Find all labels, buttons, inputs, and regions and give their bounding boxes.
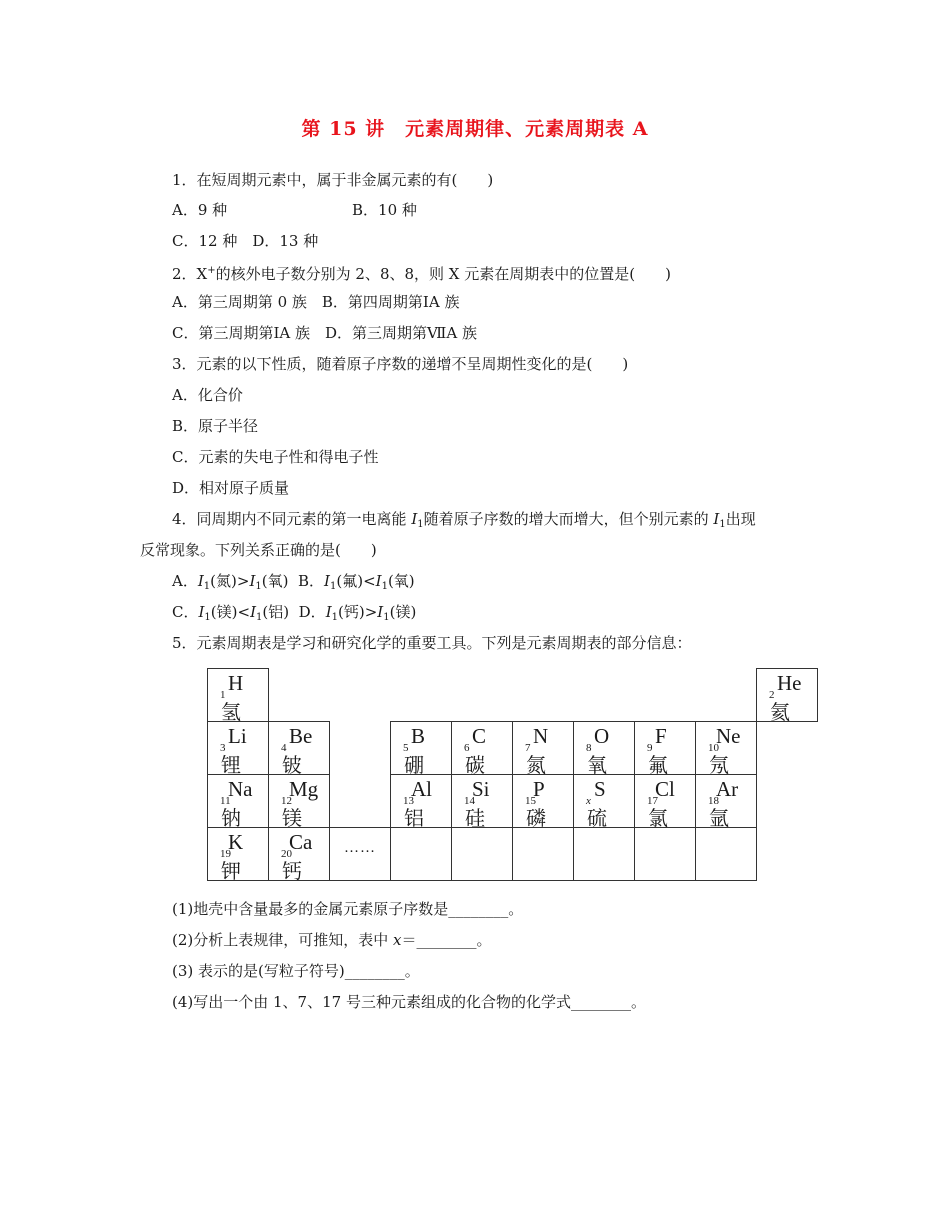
q4-options-cd: [172, 602, 416, 628]
ionization-symbol: I: [249, 572, 256, 590]
element-chinese-name: 硫: [587, 808, 607, 830]
q2-stem-post: 的核外电子数分别为 2、8、8，则 X 元素在周期表中的位置是( ): [215, 265, 671, 283]
ionization-symbol: I: [250, 603, 257, 621]
q2-stem-sup: +: [207, 265, 216, 276]
element-cell-f: [635, 722, 696, 775]
element-chinese-name: 氯: [648, 808, 668, 830]
ionization-symbol: I: [198, 603, 205, 621]
q4-stem-part: 4．同周期内不同元素的第一电离能: [172, 510, 412, 528]
atomic-number: 12: [281, 795, 292, 807]
atomic-number: 1: [220, 689, 226, 701]
q4-option-text: (氟)<: [336, 572, 376, 590]
ionization-symbol: I: [375, 572, 382, 590]
element-chinese-name: 氧: [587, 755, 607, 777]
element-chinese-name: 钙: [282, 861, 302, 883]
element-symbol: C: [472, 724, 487, 748]
element-cell-n: [513, 722, 574, 775]
element-chinese-name: 硼: [404, 755, 424, 777]
ionization-subscript: 1: [383, 612, 390, 623]
q5-part1: (1)地壳中含量最多的金属元素原子序数是________。: [172, 900, 524, 918]
atomic-number: 4: [281, 742, 287, 754]
ionization-symbol: I: [377, 603, 384, 621]
atomic-number: 8: [586, 742, 592, 754]
ionization-symbol: I: [325, 603, 332, 621]
element-cell-c: [452, 722, 513, 775]
element-symbol: S: [594, 777, 606, 801]
element-chinese-name: 氢: [221, 702, 241, 724]
ionization-subscript: 1: [331, 612, 338, 623]
element-chinese-name: 镁: [282, 808, 302, 830]
ionization-symbol: I: [324, 572, 330, 590]
atomic-number: x: [586, 795, 591, 807]
element-cell-k: [208, 828, 269, 881]
atomic-number: 20: [281, 848, 292, 860]
q3-option-d: D．相对原子质量: [172, 479, 290, 497]
q1-stem: 1．在短周期元素中，属于非金属元素的有( ): [172, 171, 494, 189]
element-chinese-name: 铝: [404, 808, 424, 830]
atomic-number: 18: [708, 795, 719, 807]
element-symbol: He: [777, 671, 802, 695]
q3-stem: 3．元素的以下性质，随着原子序数的递增不呈周期性变化的是( ): [172, 355, 629, 373]
atomic-number: 6: [464, 742, 470, 754]
q4-option-text: (钙)>: [338, 603, 378, 621]
element-chinese-name: 磷: [526, 808, 546, 830]
element-symbol: Cl: [655, 777, 675, 801]
ellipsis-text: ……: [344, 840, 376, 856]
element-symbol: O: [594, 724, 610, 748]
atomic-number: 5: [403, 742, 409, 754]
element-cell-li: [208, 722, 269, 775]
q4-option-text: (镁): [389, 603, 417, 621]
element-chinese-name: 氟: [648, 755, 668, 777]
q4-option-text: (铝): [262, 603, 290, 621]
element-symbol: K: [228, 830, 244, 854]
q1-option-cd: C．12 种 D．13 种: [172, 232, 319, 250]
element-symbol: Mg: [289, 777, 319, 801]
ionization-symbol: I: [197, 572, 204, 590]
element-symbol: P: [533, 777, 545, 801]
atomic-number: 3: [220, 742, 226, 754]
ionization-subscript: 1: [204, 612, 211, 623]
ionization-subscript: 1: [203, 581, 211, 592]
atomic-number: 19: [220, 848, 231, 860]
element-cell-na: [208, 775, 269, 828]
q4-stem-line1: [172, 509, 756, 535]
element-cell-b: [391, 722, 452, 775]
element-cell-ar: [696, 775, 757, 828]
element-cell-p: [513, 775, 574, 828]
element-cell-s: [574, 775, 635, 828]
q3-option-b: B．原子半径: [172, 417, 259, 435]
empty-cell: [635, 828, 696, 881]
periodic-table: [207, 668, 818, 881]
element-chinese-name: 碳: [465, 755, 485, 777]
element-chinese-name: 氩: [709, 808, 729, 830]
q5-part2: [172, 930, 492, 950]
empty-cell: [513, 828, 574, 881]
q4-option-text: (氧): [261, 572, 289, 590]
q3-option-c: C．元素的失电子性和得电子性: [172, 448, 379, 466]
element-symbol: Al: [411, 777, 432, 801]
ionization-subscript: 1: [256, 612, 263, 623]
atomic-number: 9: [647, 742, 653, 754]
element-cell-be: [269, 722, 330, 775]
element-cell-he: [757, 669, 818, 722]
element-cell-o: [574, 722, 635, 775]
atomic-number: 11: [220, 795, 231, 807]
q5-part3: (3) 表示的是(写粒子符号)________。: [172, 962, 420, 980]
element-symbol: Ca: [289, 830, 313, 854]
ellipsis-cell: [330, 828, 391, 881]
q4-option-text: (氮)>: [210, 572, 250, 590]
atomic-number: 10: [708, 742, 719, 754]
element-cell-cl: [635, 775, 696, 828]
element-cell-mg: [269, 775, 330, 828]
q4-option-text: (镁)<: [210, 603, 251, 621]
q4-option-a-label: A．: [172, 572, 198, 590]
element-cell-h: [208, 669, 269, 722]
page-title: 第 15 讲 元素周期律、元素周期表 A: [301, 118, 649, 140]
empty-cell: [696, 828, 757, 881]
q4-stem-part: 随着原子序数的增大而增大，但个别元素的: [423, 510, 714, 528]
empty-cell: [452, 828, 513, 881]
element-chinese-name: 氖: [709, 755, 729, 777]
empty-cell: [574, 828, 635, 881]
q5-part4: (4)写出一个由 1、7、17 号三种元素组成的化合物的化学式________。: [172, 993, 646, 1011]
q5-part2-variable: x: [393, 931, 402, 949]
q4-option-b-label: B．: [298, 572, 325, 590]
q4-option-text: (氧): [387, 572, 415, 590]
element-chinese-name: 钠: [221, 808, 241, 830]
atomic-number: 13: [403, 795, 414, 807]
element-symbol: N: [533, 724, 549, 748]
q5-part2-text: (2)分析上表规律，可推知，表中: [172, 931, 394, 949]
q4-stem-line2: 反常现象。下列关系正确的是( ): [140, 541, 377, 559]
element-symbol: Ne: [716, 724, 741, 748]
ionization-subscript: 1: [329, 581, 337, 592]
q2-stem: [172, 261, 671, 284]
element-chinese-name: 锂: [221, 755, 241, 777]
q4-stem-part: 出现: [725, 510, 756, 528]
element-chinese-name: 硅: [465, 808, 485, 830]
element-symbol: F: [655, 724, 667, 748]
atomic-number: 17: [647, 795, 658, 807]
element-cell-al: [391, 775, 452, 828]
element-cell-ne: [696, 722, 757, 775]
q2-option-ab: A．第三周期第 0 族 B．第四周期第ⅠA 族: [172, 293, 460, 311]
element-symbol: H: [228, 671, 244, 695]
q3-option-a: A．化合价: [172, 386, 243, 404]
ionization-subscript: 1: [255, 581, 262, 592]
ionization-subscript: 1: [381, 581, 388, 592]
element-cell-si: [452, 775, 513, 828]
q5-part2-text: ＝________。: [401, 931, 492, 949]
ionization-subscript: 1: [719, 519, 726, 530]
q1-option-a: A．9 种: [172, 201, 228, 219]
empty-cell: [391, 828, 452, 881]
ionization-symbol: I: [411, 510, 418, 528]
element-chinese-name: 氦: [770, 702, 790, 724]
element-chinese-name: 钾: [221, 861, 241, 883]
q2-stem-pre: 2．X: [172, 265, 208, 283]
element-cell-ca: [269, 828, 330, 881]
element-symbol: Li: [228, 724, 247, 748]
element-symbol: Ar: [716, 777, 739, 801]
ionization-symbol: I: [713, 510, 720, 528]
atomic-number: 15: [525, 795, 536, 807]
element-chinese-name: 氮: [526, 755, 546, 777]
q2-option-cd: C．第三周期第ⅠA 族 D．第三周期第ⅦA 族: [172, 324, 477, 342]
q4-option-c-label: C．: [172, 603, 199, 621]
element-chinese-name: 铍: [282, 755, 302, 777]
element-symbol: Na: [228, 777, 253, 801]
atomic-number: 7: [525, 742, 531, 754]
q1-option-b: B．10 种: [352, 201, 417, 219]
atomic-number: 14: [464, 795, 475, 807]
element-symbol: B: [411, 724, 426, 748]
element-symbol: Be: [289, 724, 313, 748]
q4-option-d-label: D．: [298, 603, 326, 621]
ionization-subscript: 1: [417, 519, 424, 530]
atomic-number: 2: [769, 689, 775, 701]
element-symbol: Si: [472, 777, 490, 801]
q4-options-ab: [172, 571, 415, 597]
q5-stem: 5．元素周期表是学习和研究化学的重要工具。下列是元素周期表的部分信息：: [172, 634, 692, 652]
